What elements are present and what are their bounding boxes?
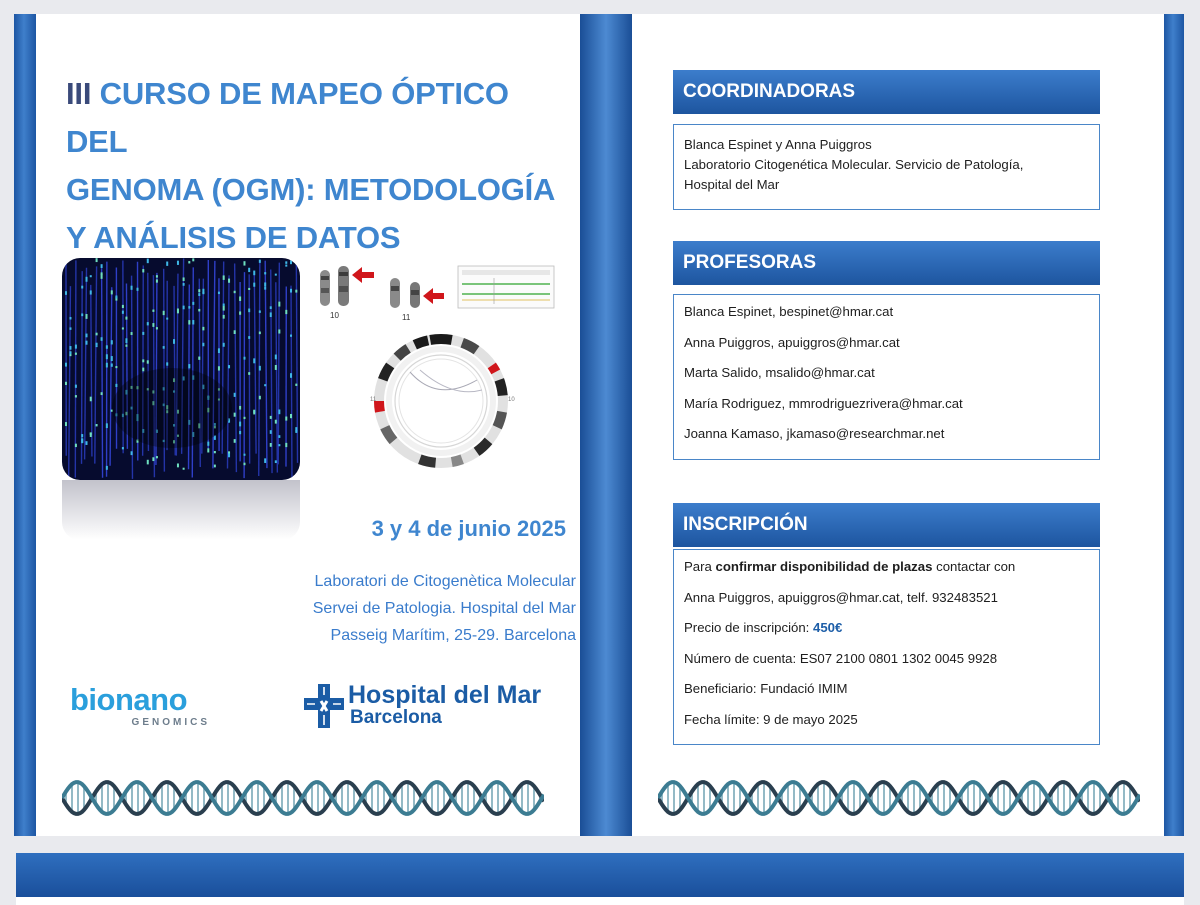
title-line-3: Y ANÁLISIS DE DATOS [66,220,401,255]
profesora-item: Marta Salido, msalido@hmar.cat [684,365,875,380]
hospital-cross-icon [304,684,344,728]
optical-map-reflection [62,480,300,540]
inscripcion-contact-details: Anna Puiggros, apuiggros@hmar.cat, telf. 932483521 [684,589,998,605]
inscripcion-header: INSCRIPCIÓN [673,503,1100,547]
inscripcion-box [673,549,1100,745]
title-line-1: CURSO DE MAPEO ÓPTICO DEL [66,76,509,159]
title-line-2: GENOMA (OGM): METODOLOGÍA [66,172,556,207]
optical-map-image [62,258,300,480]
inscripcion-price: Precio de inscripción: 450€ [684,620,843,635]
hospital-logo-name: Hospital del Mar [348,681,542,709]
dna-helix-right [658,776,1140,820]
dna-helix-left [62,776,544,820]
arrow-chr11 [423,288,444,304]
inscripcion-contact-line: Para confirmar disponibilidad de plazas contactar con [684,559,1016,574]
chromosome-10-pair [320,266,349,306]
address-line-3: Passeig Marítim, 25-29. Barcelona [330,627,576,644]
bionano-genomics-logo [70,684,220,728]
bottom-blue-bar [16,853,1184,897]
address-line-1: Laboratori de Citogenètica Molecular [314,573,576,590]
address-line-2: Servei de Patologia. Hospital del Mar [312,600,576,617]
chromosome-11-label: 11 [402,313,411,322]
profesora-item: María Rodriguez, mmrodriguezrivera@hmar.cat [684,395,963,411]
genome-track-panel [458,266,554,308]
profesoras-header: PROFESORAS [673,241,1100,285]
profesora-item: Joanna Kamaso, jkamaso@researchmar.net [684,426,945,441]
genome-circos-diagram [312,258,562,480]
availability-emphasis: confirmar disponibilidad de plazas [715,559,933,574]
right-blue-bar [1164,14,1184,836]
coordinadoras-header: COORDINADORAS [673,70,1100,114]
price-value: 450€ [813,620,843,635]
profesora-item: Anna Puiggros, apuiggros@hmar.cat [684,334,900,350]
chromosome-10-label: 10 [330,311,339,320]
coordinadoras-lab: Laboratorio Citogenética Molecular. Servicio de Patología, [684,157,1024,172]
hospital-logo-city: Barcelona [350,707,442,728]
optical-map-strands [62,258,300,480]
profesoras-box [673,294,1100,460]
coordinadoras-box [673,124,1100,210]
venue-address [250,568,576,649]
inscripcion-account: Número de cuenta: ES07 2100 0801 1302 0045 9928 [684,650,998,666]
title-roman-numeral: III [66,76,92,111]
hospital-del-mar-logo [304,682,574,732]
inscripcion-deadline: Fecha límite: 9 de mayo 2025 [684,711,858,727]
coordinadoras-hospital: Hospital del Mar [684,177,780,192]
bionano-logo-subtext: GENOMICS [131,717,210,728]
chromosome-11-pair [390,278,420,308]
course-title [66,70,576,262]
bionano-logo-text: bionano [70,682,188,717]
arrow-chr10 [352,267,374,283]
circos-plot [370,339,515,463]
course-date: 3 y 4 de junio 2025 [371,516,566,541]
svg-text:10: 10 [508,397,515,403]
inscripcion-beneficiary: Beneficiario: Fundació IMIM [684,681,848,696]
svg-text:11: 11 [370,397,377,403]
coordinadoras-names: Blanca Espinet y Anna Puiggros [684,137,872,152]
profesora-item: Blanca Espinet, bespinet@hmar.cat [684,304,894,319]
center-fold-bar [580,14,632,836]
left-blue-bar [14,14,36,836]
